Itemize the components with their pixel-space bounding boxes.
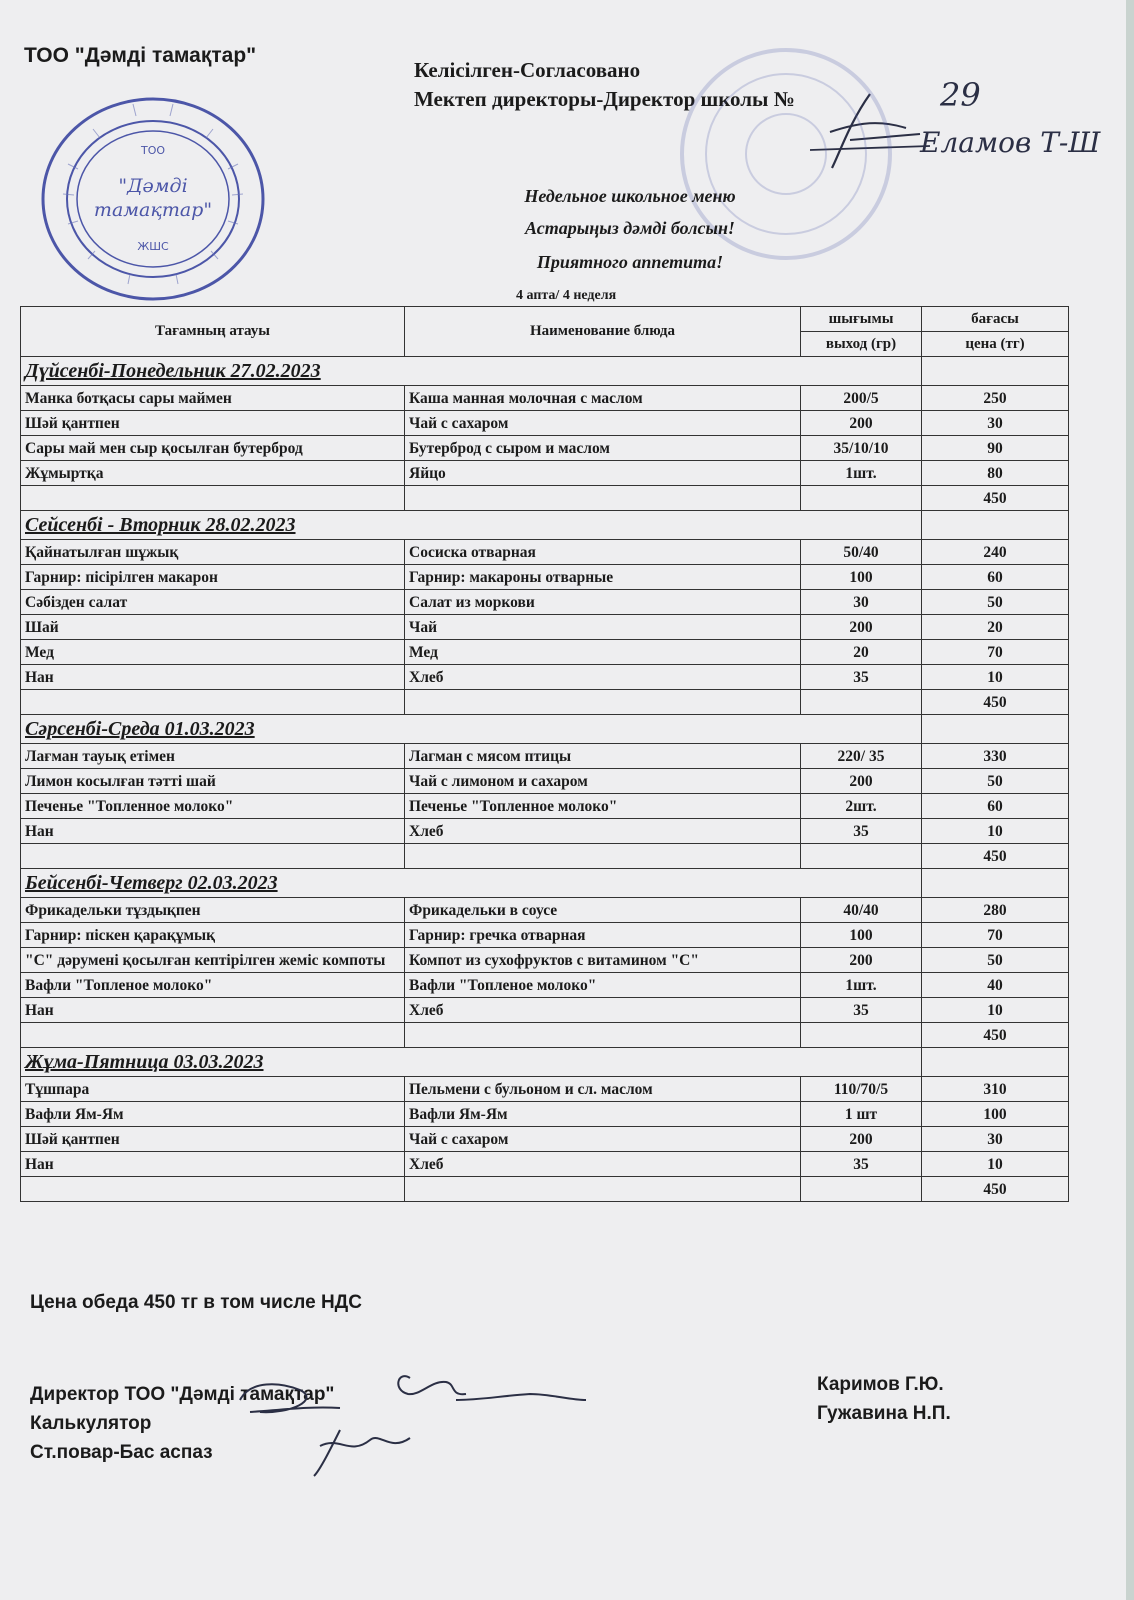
dish-weight: 100 — [801, 923, 922, 948]
day-total: 450 — [922, 1023, 1069, 1048]
staff-signatures — [220, 1360, 600, 1480]
dish-name-kz: Лағман тауық етімен — [21, 744, 405, 769]
menu-item-row — [21, 948, 1069, 973]
stamp-name-1: "Дәмді — [118, 175, 188, 197]
stamp-text-bottom: ЖШС — [137, 240, 169, 253]
dish-name-kz: Вафли Ям-Ям — [21, 1102, 405, 1127]
dish-name-ru: Печенье "Топленное молоко" — [405, 794, 801, 819]
dish-name-ru: Вафли Ям-Ям — [405, 1102, 801, 1127]
dish-name-kz: Гарнир: піскен қарақұмық — [21, 923, 405, 948]
total-blank — [801, 844, 922, 869]
dish-price: 70 — [922, 640, 1069, 665]
dish-name-ru: Лагман с мясом птицы — [405, 744, 801, 769]
dish-price: 50 — [922, 769, 1069, 794]
day-total-row — [21, 844, 1069, 869]
approval-line-2: Мектеп директоры-Директор школы № — [414, 87, 795, 111]
total-blank — [405, 486, 801, 511]
dish-weight: 35 — [801, 998, 922, 1023]
dish-name-ru: Фрикадельки в соусе — [405, 898, 801, 923]
week-label: 4 апта/ 4 неделя — [516, 288, 617, 303]
dish-weight: 200 — [801, 1127, 922, 1152]
dish-name-ru: Чай с сахаром — [405, 411, 801, 436]
day-title: Бейсенбі-Четверг 02.03.2023 — [21, 869, 922, 898]
menu-item-row — [21, 411, 1069, 436]
dish-weight: 35 — [801, 665, 922, 690]
role-chef: Ст.повар-Бас аспаз — [30, 1442, 213, 1463]
menu-item-row — [21, 794, 1069, 819]
dish-weight: 35/10/10 — [801, 436, 922, 461]
dish-name-kz: Сары май мен сыр қосылған бутерброд — [21, 436, 405, 461]
dish-weight: 110/70/5 — [801, 1077, 922, 1102]
dish-name-ru: Хлеб — [405, 819, 801, 844]
dish-weight: 2шт. — [801, 794, 922, 819]
stamp-text-top: ТОО — [140, 144, 166, 157]
menu-item-row — [21, 923, 1069, 948]
dish-price: 70 — [922, 923, 1069, 948]
dish-name-kz: Нан — [21, 998, 405, 1023]
total-blank — [21, 1177, 405, 1202]
menu-item-row — [21, 461, 1069, 486]
stamp-name-2: тамақтар" — [93, 199, 213, 221]
dish-weight: 200 — [801, 615, 922, 640]
menu-title-2: Астарыңыз дәмді болсын! — [525, 218, 735, 238]
menu-item-row — [21, 590, 1069, 615]
dish-weight: 200/5 — [801, 386, 922, 411]
menu-item-row — [21, 615, 1069, 640]
dish-name-kz: Шәй қантпен — [21, 411, 405, 436]
dish-name-kz: Жұмыртқа — [21, 461, 405, 486]
dish-name-ru: Пельмени с бульоном и сл. маслом — [405, 1077, 801, 1102]
day-title: Сәрсенбі-Среда 01.03.2023 — [21, 715, 922, 744]
dish-name-ru: Мед — [405, 640, 801, 665]
menu-item-row — [21, 1077, 1069, 1102]
total-blank — [405, 1023, 801, 1048]
dish-price: 280 — [922, 898, 1069, 923]
dish-name-ru: Бутерброд с сыром и маслом — [405, 436, 801, 461]
name-calculator: Гужавина Н.П. — [817, 1403, 951, 1424]
header-kz-name: Тағамның атауы — [21, 307, 405, 357]
dish-price: 10 — [922, 665, 1069, 690]
day-header-row — [21, 357, 1069, 386]
day-header-blank — [922, 869, 1069, 898]
total-blank — [405, 1177, 801, 1202]
total-blank — [801, 486, 922, 511]
dish-price: 240 — [922, 540, 1069, 565]
dish-name-kz: Шәй қантпен — [21, 1127, 405, 1152]
menu-item-row — [21, 769, 1069, 794]
dish-name-ru: Сосиска отварная — [405, 540, 801, 565]
approval-line-1: Келісілген-Согласовано — [414, 58, 641, 82]
total-blank — [801, 1177, 922, 1202]
dish-weight: 220/ 35 — [801, 744, 922, 769]
dish-name-kz: Тұшпара — [21, 1077, 405, 1102]
dish-weight: 1шт. — [801, 461, 922, 486]
day-header-row — [21, 715, 1069, 744]
menu-item-row — [21, 540, 1069, 565]
menu-item-row — [21, 1102, 1069, 1127]
menu-item-row — [21, 665, 1069, 690]
day-header-blank — [922, 357, 1069, 386]
dish-price: 10 — [922, 819, 1069, 844]
dish-price: 30 — [922, 411, 1069, 436]
day-total-row — [21, 1023, 1069, 1048]
dish-name-kz: Шай — [21, 615, 405, 640]
dish-price: 310 — [922, 1077, 1069, 1102]
dish-price: 10 — [922, 1152, 1069, 1177]
menu-item-row — [21, 386, 1069, 411]
dish-weight: 20 — [801, 640, 922, 665]
dish-weight: 35 — [801, 1152, 922, 1177]
dish-name-ru: Чай — [405, 615, 801, 640]
dish-price: 60 — [922, 794, 1069, 819]
dish-weight: 1 шт — [801, 1102, 922, 1127]
header-weight-ru: выход (гр) — [801, 332, 922, 357]
day-header-row — [21, 1048, 1069, 1077]
dish-price: 60 — [922, 565, 1069, 590]
day-total: 450 — [922, 844, 1069, 869]
menu-item-row — [21, 973, 1069, 998]
dish-price: 50 — [922, 948, 1069, 973]
dish-price: 80 — [922, 461, 1069, 486]
dish-price: 10 — [922, 998, 1069, 1023]
dish-name-kz: Фрикадельки тұздықпен — [21, 898, 405, 923]
dish-price: 90 — [922, 436, 1069, 461]
dish-weight: 40/40 — [801, 898, 922, 923]
menu-item-row — [21, 819, 1069, 844]
dish-weight: 35 — [801, 819, 922, 844]
role-director: Директор ТОО "Дәмді тамақтар" — [30, 1384, 335, 1405]
dish-name-kz: Қайнатылған шұжық — [21, 540, 405, 565]
dish-weight: 30 — [801, 590, 922, 615]
dish-name-kz: Мед — [21, 640, 405, 665]
menu-item-row — [21, 640, 1069, 665]
total-blank — [405, 844, 801, 869]
dish-name-kz: "С" дәрумені қосылған кептірілген жеміс компоты — [21, 948, 405, 973]
dish-price: 100 — [922, 1102, 1069, 1127]
day-title: Сейсенбі - Вторник 28.02.2023 — [21, 511, 922, 540]
day-total: 450 — [922, 690, 1069, 715]
dish-weight: 1шт. — [801, 973, 922, 998]
dish-price: 50 — [922, 590, 1069, 615]
dish-name-ru: Салат из моркови — [405, 590, 801, 615]
dish-price: 250 — [922, 386, 1069, 411]
dish-name-kz: Вафли "Топленое молоко" — [21, 973, 405, 998]
dish-name-ru: Гарнир: макароны отварные — [405, 565, 801, 590]
dish-name-ru: Яйцо — [405, 461, 801, 486]
day-header-row — [21, 869, 1069, 898]
day-title: Дүйсенбі-Понедельник 27.02.2023 — [21, 357, 922, 386]
dish-weight: 200 — [801, 411, 922, 436]
dish-name-kz: Лимон косылған тәтті шай — [21, 769, 405, 794]
header-price-kz: бағасы — [922, 307, 1069, 332]
dish-name-ru: Каша манная молочная с маслом — [405, 386, 801, 411]
organization-name: ТОО "Дәмді тамақтар" — [24, 44, 257, 67]
day-total: 450 — [922, 486, 1069, 511]
dish-name-kz: Нан — [21, 665, 405, 690]
day-total-row — [21, 690, 1069, 715]
dish-name-kz: Гарнир: пісірілген макарон — [21, 565, 405, 590]
total-blank — [801, 690, 922, 715]
day-total-row — [21, 486, 1069, 511]
header-price-ru: цена (тг) — [922, 332, 1069, 357]
total-blank — [21, 690, 405, 715]
dish-name-kz: Манка ботқасы сары маймен — [21, 386, 405, 411]
total-blank — [21, 1023, 405, 1048]
total-blank — [405, 690, 801, 715]
menu-item-row — [21, 744, 1069, 769]
day-title: Жұма-Пятница 03.03.2023 — [21, 1048, 922, 1077]
dish-weight: 200 — [801, 769, 922, 794]
dish-price: 30 — [922, 1127, 1069, 1152]
day-total-row — [21, 1177, 1069, 1202]
menu-item-row — [21, 436, 1069, 461]
dish-name-ru: Компот из сухофруктов с витамином "С" — [405, 948, 801, 973]
total-blank — [801, 1023, 922, 1048]
menu-item-row — [21, 898, 1069, 923]
dish-price: 330 — [922, 744, 1069, 769]
day-header-blank — [922, 715, 1069, 744]
dish-name-kz: Нан — [21, 1152, 405, 1177]
name-director: Каримов Г.Ю. — [817, 1374, 944, 1395]
menu-item-row — [21, 1127, 1069, 1152]
director-name-handwritten: Еламов Т-Ш — [920, 126, 1101, 159]
menu-item-row — [21, 1152, 1069, 1177]
dish-name-ru: Хлеб — [405, 665, 801, 690]
dish-name-ru: Вафли "Топленое молоко" — [405, 973, 801, 998]
staff-names — [817, 1370, 951, 1428]
menu-table — [20, 306, 1069, 1202]
school-number-handwritten: 29 — [940, 76, 981, 114]
dish-name-ru: Чай с сахаром — [405, 1127, 801, 1152]
day-header-blank — [922, 511, 1069, 540]
menu-title-3: Приятного аппетита! — [536, 252, 724, 272]
dish-name-ru: Хлеб — [405, 998, 801, 1023]
dish-weight: 200 — [801, 948, 922, 973]
price-note: Цена обеда 450 тг в том числе НДС — [30, 1292, 362, 1313]
dish-name-kz: Печенье "Топленное молоко" — [21, 794, 405, 819]
role-calculator: Калькулятор — [30, 1413, 152, 1434]
dish-name-kz: Сәбізден салат — [21, 590, 405, 615]
dish-price: 20 — [922, 615, 1069, 640]
dish-name-ru: Хлеб — [405, 1152, 801, 1177]
day-header-row — [21, 511, 1069, 540]
dish-price: 40 — [922, 973, 1069, 998]
dish-weight: 100 — [801, 565, 922, 590]
total-blank — [21, 844, 405, 869]
day-total: 450 — [922, 1177, 1069, 1202]
header-weight-kz: шығымы — [801, 307, 922, 332]
day-header-blank — [922, 1048, 1069, 1077]
dish-name-ru: Чай с лимоном и сахаром — [405, 769, 801, 794]
header-ru-name: Наименование блюда — [405, 307, 801, 357]
menu-item-row — [21, 998, 1069, 1023]
menu-item-row — [21, 565, 1069, 590]
dish-name-kz: Нан — [21, 819, 405, 844]
menu-title-1: Недельное школьное меню — [524, 186, 736, 206]
dish-name-ru: Гарнир: гречка отварная — [405, 923, 801, 948]
dish-weight: 50/40 — [801, 540, 922, 565]
total-blank — [21, 486, 405, 511]
